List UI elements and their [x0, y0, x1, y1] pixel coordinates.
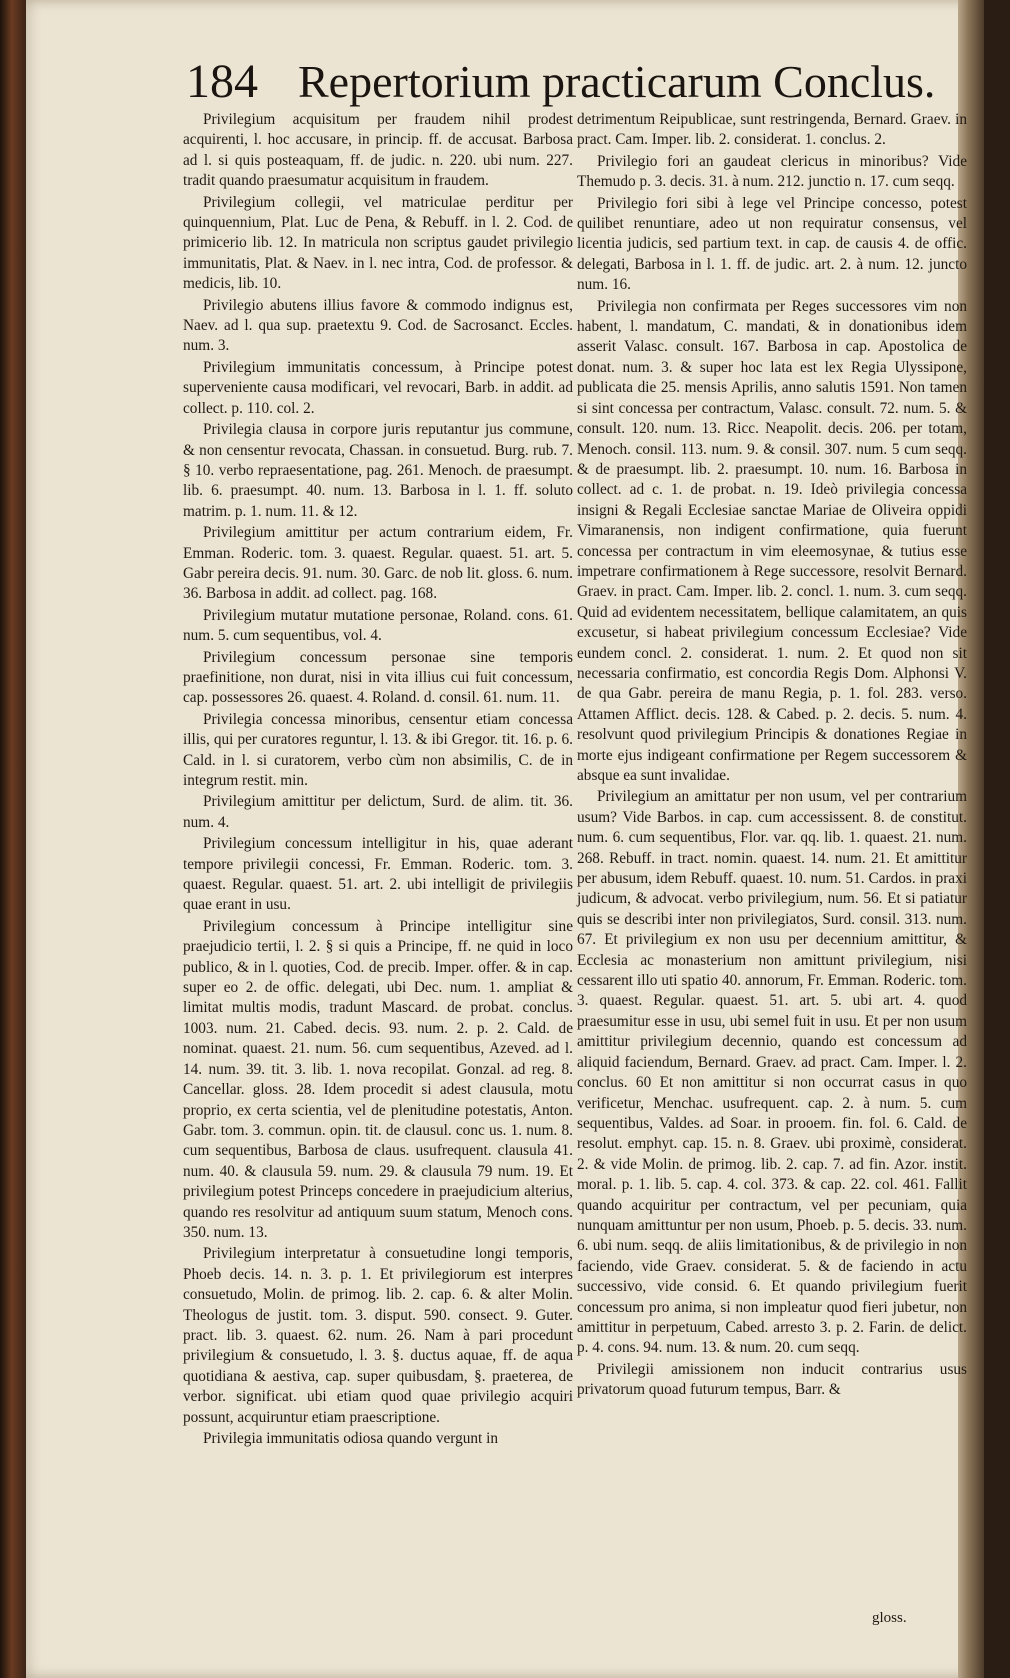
entry-paragraph: Privilegium mutatur mutatione personae, Roland. cons. 61. num. 5. cum sequentibus, vol. 4. — [183, 606, 573, 645]
entry-paragraph: Privilegium concessum personae sine temporis praefinitione, non durat, nisi in vita illius cui fuit concessum, cap. possessores 26. quaest. 4. Roland. d. consil. 61. num. 11. — [183, 648, 573, 707]
entry-paragraph: Privilegium immunitatis concessum, à Principe potest superveniente causa modificari, vel revocari, Barb. in addit. ad collect. p. 110. col. 2. — [183, 358, 573, 417]
entry-paragraph: Privilegium concessum à Principe intelligitur sine praejudicio tertii, l. 2. § si quis a Principe, ff. ne quid in loco publico, & in l. quoties, Cod. de precib. Imper. offer. & in cap. super eo 2. de offic. delegati, ubi Dec. num. 1. ampliat & limitat multis modis, tradunt Mascard. de probat. conclus. 1003. num. 21. Cabed. decis. 93. num. 2. p. 2. Cald. de nominat. quaest. 21. num. 56. cum sequentibus, Azeved. ad l. 14. num. 39. tit. 3. lib. 1. nova recopilat. Gonzal. ad reg. 8. Cancellar. gloss. 28. Idem procedit si adest clausula, motu proprio, ex certa scientia, vel de plenitudine potestatis, Anton. Gabr. tom. 3. commun. opin. tit. de clausul. conc us. 1. num. 8. cum sequentibus, Barbosa de claus. usufrequent. clausula 41. num. 40. & clausula 59. num. 29. & clausula 79 num. 19. Et privilegium potest Princeps concedere in praejudicium alterius, quando res resolvitur ad antiquum suum statum, Menoch cons. 350. num. 13. — [183, 917, 573, 1241]
entry-paragraph: Privilegium interpretatur à consuetudine longi temporis, Phoeb decis. 14. n. 3. p. 1. Et privilegiorum est interpres consuetudo, Molin. de primog. lib. 2. cap. 6. & alter Molin. Theologus de justit. tom. 3. disput. 590. consect. 9. Guter. pract. lib. 3. quaest. 62. num. 26. Nam à pari procedunt privilegium & consuetudo, l. 3. §. ductus aquae, ff. de aqua quotidiana & aestiva, cap. super quibusdam, §. praeterea, de verbor. significat. ubi etiam quod quae privilegio acquiri possunt, acquiruntur etiam praescriptione. — [183, 1245, 573, 1426]
entry-paragraph: Privilegia immunitatis odiosa quando vergunt in — [203, 1430, 499, 1447]
left-column — [183, 110, 573, 1450]
entry-paragraph: Privilegium concessum intelligitur in his, quae aderant tempore privilegii concessi, Fr. Emman. Roderic. tom. 3. quaest. Regular. quaest. 51. art. 2. ubi intelligit de privilegiis quae erant in usu. — [183, 835, 573, 914]
page-header — [158, 54, 938, 116]
entry-paragraph: Privilegium acquisitum per fraudem nihil prodest acquirenti, l. hoc accusare, in princip. ff. de accusat. Barbosa ad l. si quis posteaquam, ff. de judic. n. 220. ubi num. 227. tradit quando praesumatur acquisitum in fraudem. — [183, 111, 573, 190]
entry-paragraph: Privilegio fori an gaudeat clericus in minoribus? Vide Themudo p. 3. decis. 31. à num. 212. junctio n. 17. cum seqq. — [577, 152, 967, 191]
entry-paragraph: Privilegium amittitur per actum contrarium eidem, Fr. Emman. Roderic. tom. 3. quaest. Regular. quaest. 51. art. 5. Gabr pereira decis. 91. num. 30. Garc. de nob lit. gloss. 6. num. 36. Barbosa in addit. ad collect. pag. 168. — [183, 524, 573, 603]
continued-paragraph: detrimentum Reipublicae, sunt restringenda, Bernard. Graev. in pract. Cam. Imper. lib. 2. considerat. 1. conclus. 2. — [577, 111, 967, 149]
book-binding-left — [0, 0, 26, 1678]
entry-paragraph: Privilegii amissionem non inducit contrarius usus privatorum quoad futurum tempus, Barr. & — [577, 1360, 967, 1399]
entry-paragraph: Privilegium amittitur per delictum, Surd. de alim. tit. 36. num. 4. — [183, 793, 573, 831]
entry-paragraph: Privilegio fori sibi à lege vel Principe concesso, potest quilibet renuntiare, adeo ut non requiratur consensus, vel licentia judicis, sed partium text. in cap. de causis 4. de offic. delegati, Barbosa in l. 1. ff. de judic. art. 2. à num. 12. juncto num. 16. — [577, 194, 967, 294]
entry-paragraph: Privilegium collegii, vel matriculae perditur per quinquennium, Plat. Luc de Pena, & Rebuff. in l. 2. Cod. de primicerio lib. 12. In matricula non scriptus gaudet privilegio immunitatis, Plat. & Naev. in l. nec intra, Cod. de professor. & medicis, lib. 10. — [183, 193, 573, 293]
entry-paragraph: Privilegium an amittatur per non usum, vel per contrarium usum? Vide Barbos. in cap. cum accessissent. 8. de constitut. num. 6. cum sequentibus, Flor. var. qq. lib. 1. quaest. 21. num. 268. Rebuff. in tract. nomin. quaest. 14. num. 21. Et amittitur per abusum, idem Rebuff. quaest. 10. num. 51. Cardos. in praxi judicum, & advocat. verbo privilegium, num. 56. Et si patiatur quis se describi inter non privilegiatos, Surd. consil. 313. num. 67. Et privilegium ex non usu per decennium amittitur, & Ecclesia ac monasterium non amittunt privilegium, nisi cessarent illo uti spatio 40. annorum, Fr. Emman. Roderic. tom. 3. quaest. Regular. quaest. 51. art. 5. ubi art. 4. quod praesumitur esse in usu, ubi semel fuit in usu. Et per non usum amittitur privilegium decennio, quando est concessum ad aliquid faciendum, Bernard. Graev. ad pract. Cam. Imper. l. 2. conclus. 60 Et non amittitur si non occurrat casus in quo verificetur, Menchac. usufrequent. cap. 2. à num. 5. cum sequentibus, Valdes. ad Soar. in prooem. fin. fol. 6. Cald. de resolut. emphyt. cap. 15. n. 8. Graev. ubi proximè, considerat. 2. & vide Molin. de primog. lib. 2. cap. 7. ad fin. Azor. instit. moral. p. 1. lib. 5. cap. 4. col. 373. & cap. 22. col. 461. Fallit quando acquiritur per contractum, vel per pecuniam, quia nunquam amittuntur per non usum, Phoeb. p. 5. decis. 33. num. 6. ubi num. seqq. de aliis limitationibus, & de privilegio in non faciendo, vide Graev. considerat. 5. & de faciendo in actu successivo, vide consid. 6. Et quando privilegium fuerit concessum pro anima, si non impleatur quod fieri jubetur, non amittitur in perpetuum, Cabed. arresto 3. p. 2. Farin. de delict. p. 4. cons. 94. num. 13. & num. 20. cum seqq. — [577, 788, 967, 1357]
entry-paragraph: Privilegio abutens illius favore & commodo indignus est, Naev. ad l. qua sup. praetextu 9. Cod. de Sacrosanct. Eccles. num. 3. — [183, 296, 573, 355]
catchword: gloss. — [872, 1610, 907, 1626]
entry-paragraph: Privilegia concessa minoribus, censentur etiam concessa illis, qui per curatores reguntur, l. 13. & ibi Gregor. tit. 16. p. 6. Cald. in l. si curatorem, verbo cùm non absimilis, C. de in integrum restit. min. — [183, 710, 573, 789]
entry-paragraph: Privilegia clausa in corpore juris reputantur jus commune, & non censentur revocata, Chassan. in consuetud. Burg. rub. 7. § 10. verbo repraesentatione, pag. 261. Menoch. de praesumpt. lib. 6. praesumpt. 40. num. 13. Barbosa in l. 1. ff. soluto matrim. p. 1. num. 11. & 12. — [183, 421, 573, 520]
entry-paragraph: Privilegia non confirmata per Reges successores vim non habent, l. mandatum, C. mandati, & in donationibus idem asserit Valasc. consult. 167. Barbosa in cap. Apostolica de donat. num. 3. & super hoc lata est lex Regia Ulyssipone, publicata die 25. mensis Aprilis, anno salutis 1591. Non tamen si sint concessa per contractum, Valasc. consult. 72. num. 5. & consult. 120. num. 13. Ricc. Neapolit. decis. 206. per totam, Menoch. consil. 113. num. 9. & consil. 307. num. 5 cum seqq. & de praesumpt. lib. 2. praesumpt. 10. num. 16. Barbosa in collect. ad c. 1. de probat. n. 19. Ideò privilegia concessa insigni & Regali Ecclesiae sanctae Mariae de Oliveira oppidi Vimaranensis, non indigent confirmatione, quia fuerunt concessa per contractum in vim eleemosynae, & tutius esse impetrare confirmationem à Rege successore, resolvit Bernard. Graev. in pract. Cam. Imper. lib. 2. concl. 1. num. 3. cum seqq. Quid ad evidentem necessitatem, bellique calamitatem, an quis excusetur, si habeat privilegium concessum Ecclesiae? Vide eundem concl. 2. considerat. 1. num. 2. Et quod non sit necessaria confirmatio, est concordia Regis Dom. Alphonsi V. de qua Gabr. pereira de manu Regia, p. 1. fol. 283. verso. Attamen Afflict. decis. 128. & Cabed. p. 2. decis. 5. num. 4. resolvunt quod privilegium Principis & donationes Regiae in morte ejus indigeant confirmatione per Regem successorem & absque ea sunt invalidae. — [577, 297, 967, 784]
page-number: 184 — [186, 55, 258, 108]
running-title: Repertorium practicarum Conclus. — [298, 56, 936, 107]
right-column — [577, 110, 967, 1402]
